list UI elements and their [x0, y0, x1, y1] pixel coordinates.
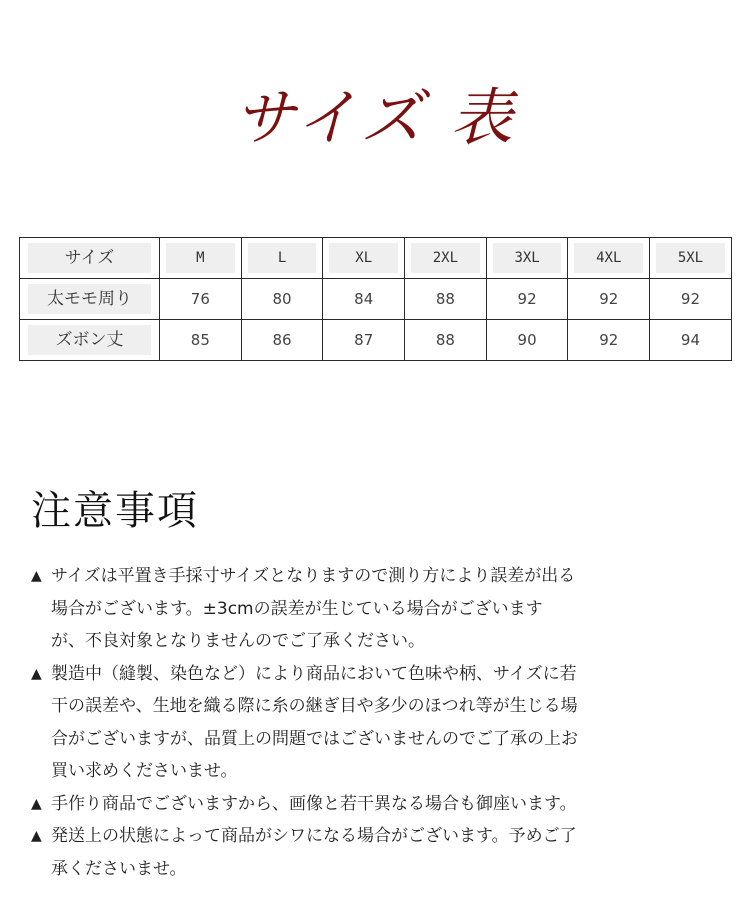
- row-label-thigh: 太モモ周り: [28, 284, 151, 314]
- page-title: サイズ 表: [233, 81, 517, 154]
- thigh-value-3xl: 92: [517, 290, 537, 308]
- table-cell: [323, 279, 405, 320]
- length-value-3xl: 90: [517, 331, 537, 349]
- size-header-cell: [486, 238, 568, 279]
- list-item: [31, 820, 671, 885]
- size-header-row: [20, 238, 732, 279]
- list-item: [31, 560, 671, 658]
- table-cell: [241, 279, 323, 320]
- note-text: 製造中（縫製、染色など）により商品において色味や柄、サイズに若 干の誤差や、生地を織る際に糸の継ぎ目や多少のほつれ等が生じる場 合がございますが、品質上の問題ではございませんのでご了承の上お 買い求めくださいませ。: [51, 663, 578, 781]
- notes-list: [31, 560, 671, 885]
- thigh-value-5xl: 92: [680, 290, 701, 308]
- note-text: 手作り商品でございますから、画像と若干異なる場合も御座います。: [51, 793, 577, 814]
- table-cell: [568, 320, 650, 361]
- row-label-cell: [20, 279, 160, 320]
- size-header-l: L: [248, 243, 317, 273]
- table-cell: [405, 279, 487, 320]
- list-item: [31, 658, 671, 788]
- length-value-m: 85: [190, 331, 210, 349]
- size-header-4xl: 4XL: [574, 243, 643, 273]
- size-chart-table: [19, 237, 732, 361]
- table-cell: [486, 279, 568, 320]
- table-cell: [650, 279, 732, 320]
- note-text: 発送上の状態によって商品がシワになる場合がございます。予めご了 承くださいませ。: [51, 826, 577, 879]
- header-label: サイズ: [28, 243, 151, 273]
- table-cell: [486, 320, 568, 361]
- size-header-cell: [241, 238, 323, 279]
- triangle-bullet-icon: ▲: [31, 665, 42, 682]
- note-text: サイズは平置き手採寸サイズとなりますので測り方により誤差が出る 場合がございます。±3cmの誤差が生じている場合がございます が、不良対象となりませんのでご了承ください。: [51, 566, 576, 651]
- thigh-value-l: 80: [272, 290, 292, 308]
- size-header-cell: [405, 238, 487, 279]
- size-header-2xl: 2XL: [411, 243, 480, 273]
- thigh-value-m: 76: [190, 290, 210, 308]
- list-item: [31, 788, 671, 821]
- table-cell: [405, 320, 487, 361]
- triangle-bullet-icon: ▲: [31, 795, 42, 812]
- table-row-length: [20, 320, 732, 361]
- size-header-m: M: [166, 243, 235, 273]
- size-header-cell: [160, 238, 242, 279]
- thigh-value-2xl: 88: [435, 290, 455, 308]
- table-cell: [323, 320, 405, 361]
- length-value-2xl: 88: [435, 331, 455, 349]
- table-row-thigh: [20, 279, 732, 320]
- length-value-4xl: 92: [599, 331, 619, 349]
- size-header-cell: [650, 238, 732, 279]
- table-cell: [568, 279, 650, 320]
- row-label-length: ズボン丈: [28, 325, 151, 355]
- triangle-bullet-icon: ▲: [31, 828, 42, 844]
- size-header-cell: [323, 238, 405, 279]
- table-cell: [650, 320, 732, 361]
- thigh-value-xl: 84: [354, 290, 374, 308]
- size-header-5xl: 5XL: [656, 243, 725, 273]
- length-value-l: 86: [272, 331, 292, 349]
- length-value-5xl: 94: [680, 331, 701, 349]
- size-header-xl: XL: [329, 243, 398, 273]
- table-cell: [160, 320, 242, 361]
- row-label-cell: [20, 320, 160, 361]
- notes-heading: 注意事項: [31, 488, 199, 534]
- triangle-bullet-icon: ▲: [31, 568, 42, 584]
- thigh-value-4xl: 92: [599, 290, 619, 308]
- size-header-3xl: 3XL: [493, 243, 562, 273]
- table-cell: [160, 279, 242, 320]
- table-cell: [241, 320, 323, 361]
- size-header-cell: [568, 238, 650, 279]
- header-label-cell: [20, 238, 160, 279]
- length-value-xl: 87: [354, 331, 374, 349]
